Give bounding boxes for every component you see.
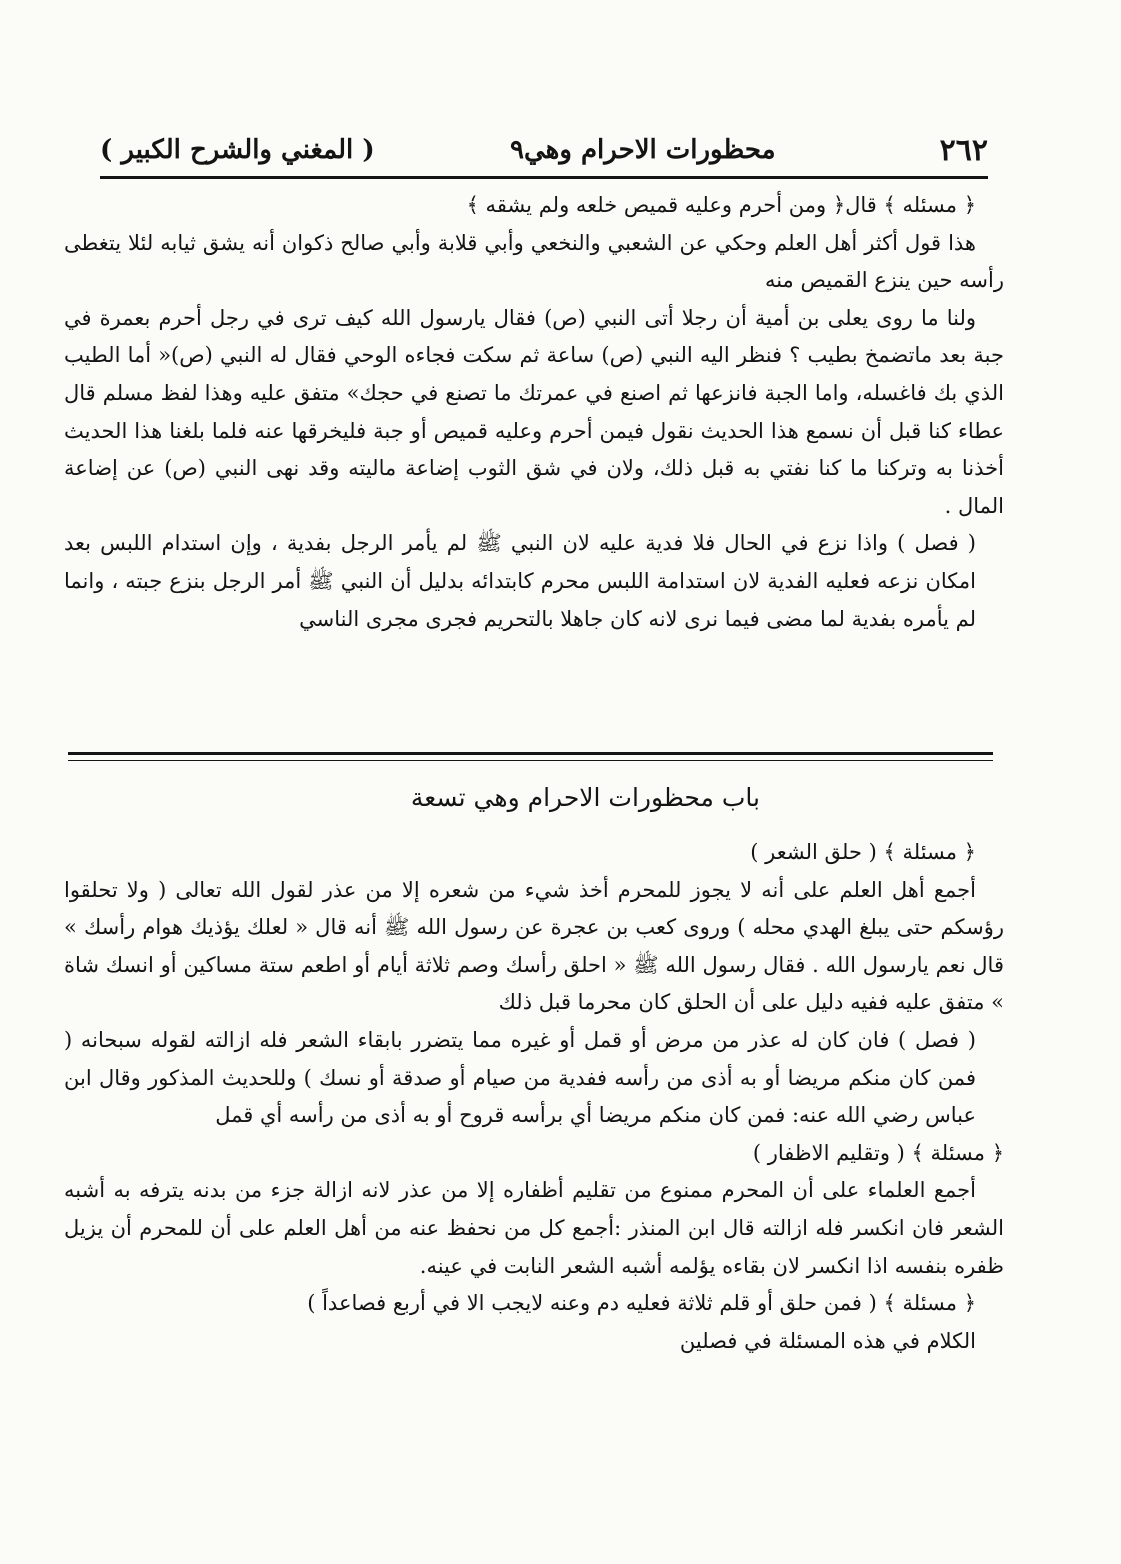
section-divider — [68, 752, 993, 761]
page-header — [100, 126, 988, 174]
header-rule — [100, 176, 988, 179]
page-number: ٢٦٢ — [939, 132, 988, 168]
paragraph: ( فصل ) واذا نزع في الحال فلا فدية عليه لان النبي ﷺ لم يأمر الرجل بفدية ، وإن استدام اللبس بعد امكان نزعه فعليه الفدية لان استدامة اللبس محرم كابتدائه بدليل أن النبي ﷺ أمر الرجل بنزع جبته ، وانما لم يأمره بفدية لما مضى فيما نرى لانه كان جاهلا بالتحريم فجرى مجرى الناسي — [64, 531, 976, 631]
running-book-title: ( المغني والشرح الكبير ) — [100, 135, 375, 165]
lower-text-block — [64, 834, 1004, 1360]
paragraph: ﴿ مسئلة ﴾ ( وتقليم الاظفار ) — [752, 1140, 1004, 1165]
paragraph: ( فصل ) فان كان له عذر من مرض أو قمل أو غيره مما يتضرر بابقاء الشعر فله ازالته لقوله سبحانه ( فمن كان منكم مريضا أو به أذى من رأسه ففدية من صيام أو صدقة أو نسك ) وللحديث المذكور وقال ابن عباس رضي الله عنه: فمن كان منكم مريضا أي برأسه قروح أو به أذى من رأسه أي قمل — [64, 1027, 976, 1128]
paragraph: ولنا ما روى يعلى بن أمية أن رجلا أتى النبي (ص) فقال يارسول الله كيف ترى في رجل أحرم بعمرة في جبة بعد ماتضمخ بطيب ؟ فنظر اليه النبي (ص) ساعة ثم سكت فجاءه الوحي فقال له النبي (ص)« أما الطيب الذي بك فاغسله، واما الجبة فانزعها ثم اصنع في عمرتك ما تصنع في حجك» متفق عليه وهذا لفظ مسلم قال عطاء كنا قبل أن نسمع هذا الحديث نقول فيمن أحرم وعليه قميص أو جبة فليخرقها عنه فلما بلغنا هذا الحديث أخذنا به وتركنا ما كنا نفتي به قبل ذلك، ولان في شق الثوب إضاعة ماليته وقد نهى النبي (ص) عن إضاعة المال . — [64, 305, 1004, 518]
paragraph: ﴿ مسئلة ﴾ ( فمن حلق أو قلم ثلاثة فعليه دم وعنه لايجب الا في أربع فصاعداً ) — [307, 1291, 976, 1316]
paragraph: أجمع العلماء على أن المحرم ممنوع من تقليم أظفاره إلا من عذر لانه ازالة جزء من بدنه يترفه به أشبه الشعر فان انكسر فله ازالته قال ابن المنذر :أجمع كل من نحفظ عنه من أهل العلم على أن للمحرم أن يزيل ظفره بنفسه اذا انكسر لان بقاءه يؤلمه أشبه الشعر النابت في عينه. — [64, 1178, 1004, 1278]
paragraph: ﴿ مسئلة ﴾ ( حلق الشعر ) — [750, 840, 976, 864]
paragraph: الكلام في هذه المسئلة في فصلين — [679, 1328, 976, 1353]
paragraph: أجمع أهل العلم على أنه لا يجوز للمحرم أخذ شيء من شعره إلا من عذر لقول الله تعالى ( ولا تحلقوا رؤسكم حتى يبلغ الهدي محله ) وروى كعب بن عجرة عن رسول الله ﷺ أنه قال « لعلك يؤذيك هوام رأسك » قال نعم يارسول الله . فقال رسول الله ﷺ « احلق رأسك وصم ثلاثة أيام أو اطعم ستة مساكين أو انسك شاة » متفق عليه ففيه دليل على أن الحلق كان محرما قبل ذلك — [64, 877, 1004, 1015]
upper-text-block — [64, 187, 1004, 638]
running-section-title: محظورات الاحرام وهي٩ — [510, 135, 776, 165]
chapter-title: باب محظورات الاحرام وهي تسعة — [410, 783, 760, 812]
paragraph: هذا قول أكثر أهل العلم وحكي عن الشعبي والنخعي وأبي قلابة وأبي صالح ذكوان أنه يشق ثيابه لئلا يتغطى رأسه حين ينزع القميص منه — [64, 230, 1004, 293]
paragraph: ﴿ مسئله ﴾ قال﴿ ومن أحرم وعليه قميص خلعه ولم يشقه ﴾ — [466, 193, 976, 217]
